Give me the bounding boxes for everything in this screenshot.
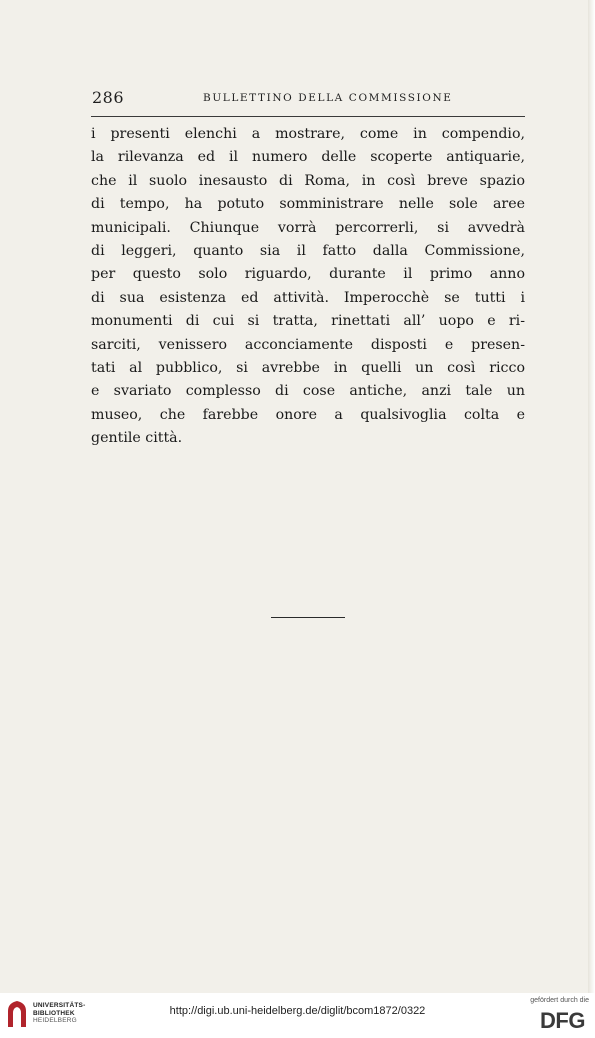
text-line: gentile città. — [91, 430, 183, 447]
page-header — [92, 88, 525, 110]
text-line: di tempo, ha potuto somministrare nelle sole aree — [91, 196, 525, 213]
funding-note: gefördert durch die — [530, 997, 589, 1004]
text-line: di leggeri, quanto sia il fatto dalla Commissione, — [91, 243, 525, 260]
permalink-url[interactable]: http://digi.ub.uni-heidelberg.de/diglit/bcom1872/0322 — [169, 1005, 426, 1017]
institution-name-line: BIBLIOTHEK — [33, 1009, 75, 1017]
text-line: la rilevanza ed il numero delle scoperte antiquarie, — [91, 149, 525, 166]
institution-name-line: HEIDELBERG — [33, 1017, 77, 1024]
text-line: e svariato complesso di cose antiche, anzi tale un — [91, 383, 525, 400]
text-line: municipali. Chiunque vorrà percorrerli, si avvedrà — [91, 219, 525, 236]
text-line: museo, che farebbe onore a qualsivoglia colta e — [91, 406, 525, 423]
text-line: che il suolo inesausto di Roma, in così breve spazio — [91, 172, 525, 189]
section-end-rule — [271, 617, 345, 618]
footer-bar — [0, 993, 595, 1038]
text-line: per questo solo riguardo, durante il primo anno — [91, 266, 525, 283]
running-head: BULLETTINO DELLA COMMISSIONE — [203, 92, 453, 104]
text-line: i presenti elenchi a mostrare, come in compendio, — [91, 126, 525, 142]
header-rule — [91, 116, 525, 117]
text-line: monumenti di cui si tratta, rinettati all’ uopo e ri- — [91, 313, 525, 330]
institution-name-line: UNIVERSITÄTS- — [33, 1002, 86, 1009]
page-edge-shadow — [588, 0, 595, 993]
text-line: di sua esistenza ed attività. Imperocchè se tutti i — [91, 289, 525, 306]
body-paragraph — [91, 123, 525, 451]
text-line: tati al pubblico, si avrebbe in quelli un così ricco — [91, 360, 525, 377]
page-number: 286 — [92, 88, 125, 107]
text-line: sarciti, venissero acconciamente disposti e presen- — [91, 336, 525, 353]
dfg-logo-icon: DFG — [540, 1008, 585, 1033]
